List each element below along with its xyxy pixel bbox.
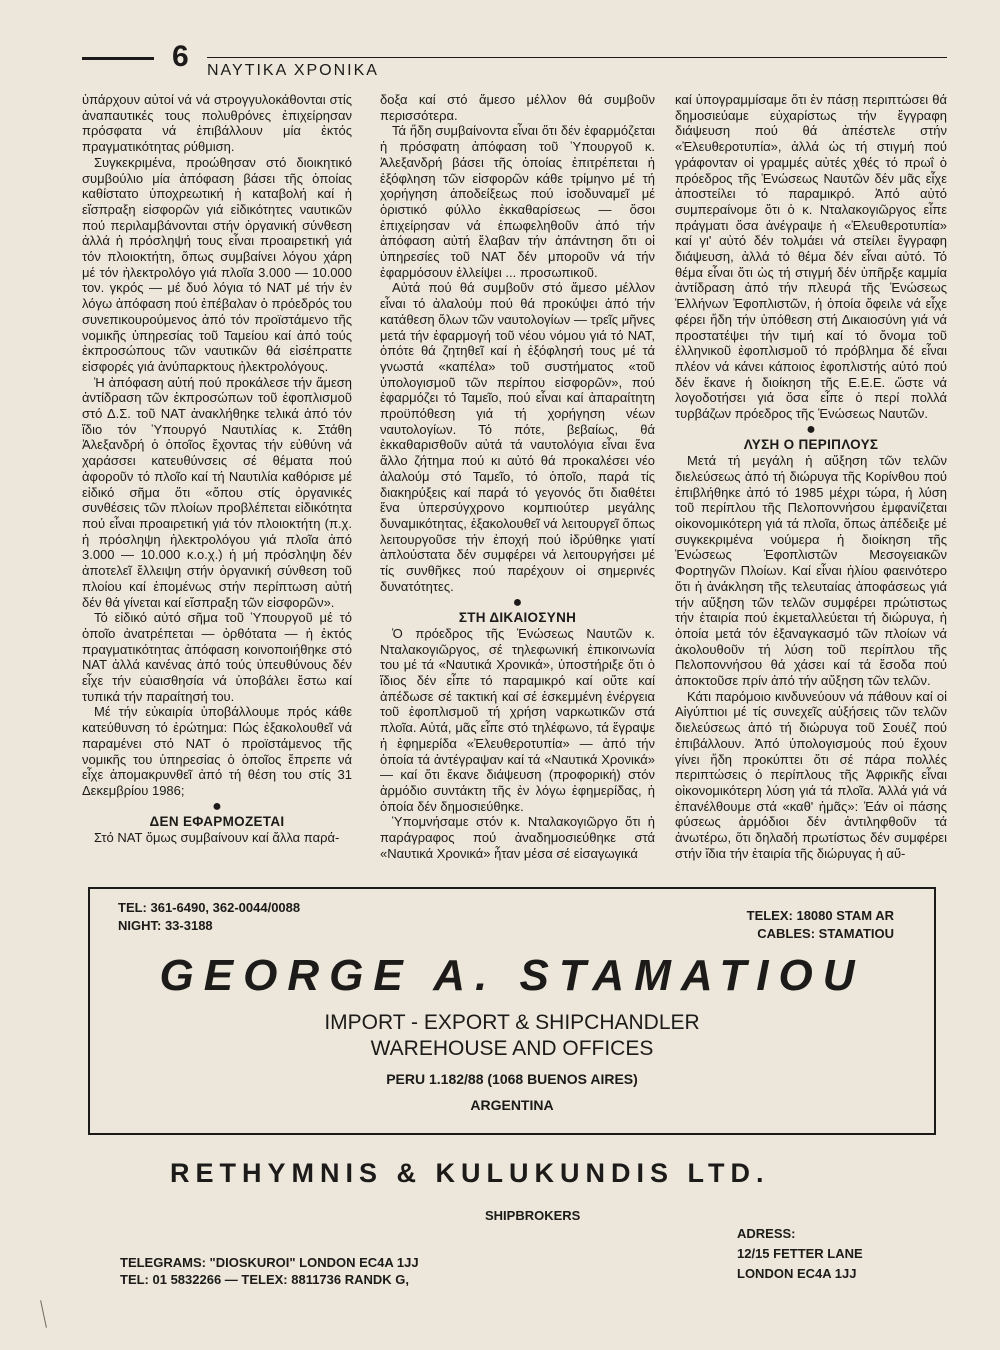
ad-telegrams: TELEGRAMS: "DIOSKUROI" LONDON EC4A 1JJ <box>120 1255 419 1270</box>
paragraph: Μέ τήν εὐκαιρία ὑποβάλλουμε πρός κάθε κατεύθυνση τό ἐρώτημα: Πώς ἐξακολουθεῖ νά παραμένει στό ΝΑΤ ὁ προϊστάμενος τῆς νομικῆς του ὑπηρεσίας ὁ ὁποῖος ἔπρεπε νά εἶχε ἀπομακρυνθεῖ ἀπό τή θέση του στίς 31 Δεκεμβρίου 1986; <box>82 704 352 798</box>
header-rule-left <box>82 57 154 60</box>
bullet-icon: ● <box>212 797 222 815</box>
article-column-1 <box>82 92 352 846</box>
advertisement-stamatiou <box>88 887 936 1135</box>
ad-warehouse: WAREHOUSE AND OFFICES <box>370 1037 654 1060</box>
ad-address-label: ADRESS: <box>737 1226 796 1241</box>
paper-scratch-mark <box>40 1300 47 1328</box>
paragraph: Τά ἤδη συμβαίνοντα εἶναι ὅτι δέν ἐφαρμόζεται ἡ πρόσφατη ἀπόφαση τοῦ Ὑπουργοῦ κ. Ἀλεξανδρή βάσει τῆς ὁποίας ἐπιτρέπεται ἡ ἐξόφληση τῶν εἰσφορῶν κάθε τρίμηνο μέ τή χορήγηση ἀποδείξεως πού ἰσοδυναμεῖ μέ ὁριστικό φύλλο ἐκκαθαρίσεως — ὅσοι ἐπιχείρησαν νά ἐπωφεληθοῦν ἀπό τήν ἀπόφαση αὐτή ἔλαβαν τήν ἀπάντηση ὅτι οἱ ὑπηρεσίες τοῦ ΝΑΤ δέν μποροῦν νά τήν ἐφαρμόσουν ἐλλείψει ... προσωπικοῦ. <box>380 123 655 280</box>
advertisement-rethymnis-name: RETHYMNIS & KULUKUNDIS LTD. <box>170 1158 770 1188</box>
publication-title: ΝΑΥΤΙΚΑ ΧΡΟΝΙΚΑ <box>207 62 379 79</box>
section-heading: ΔΕΝ ΕΦΑΡΜΟΖΕΤΑΙ <box>149 814 285 830</box>
paragraph: Ὑπομνήσαμε στόν κ. Νταλακογιῶργο ὅτι ἡ παράγραφος πού ἀναδημοσιεύθηκε στά «Ναυτικά Χρονικά» ἦταν μέσα σέ εἰσαγωγικά <box>380 814 655 861</box>
ad-country: ARGENTINA <box>470 1097 554 1113</box>
bullet-icon: ● <box>512 593 523 611</box>
paragraph: ὑπάρχουν αὐτοί νά νά στρογγυλοκάθονται στίς ἀναπαυτικές τους πολυθρόνες ἐπιχείρησαν πρόσφατα νά ἐπιβάλλουν μία ἐκτός πραγματικότητας ρύθμιση. <box>82 92 352 155</box>
ad-address-line: 12/15 FETTER LANE <box>737 1246 863 1261</box>
paragraph: Ὁ πρόεδρος τῆς Ἑνώσεως Ναυτῶν κ. Νταλακογιῶργος, σέ τηλεφωνική ἐπικοινωνία του μέ τά «Ναυτικά Χρονικά», ὑποστήριξε ὅτι ὁ ἴδιος δέν εἶπε τό παραμικρό καί οὔτε καί ἀπέδωσε σέ τακτική καί σέ ἐσκεμμένη ἐνέργεια τοῦ ἐφοπλισμοῦ τή χρήση ναρκωτικῶν στά πλοῖα. Αὐτά, μᾶς εἶπε στό τηλέφωνο, τά ἔγραψε ἡ ἐφημερίδα «Ἐλευθεροτυπία» — ἀπό τήν ὁποία τά ἀντέγραψαν καί τά «Ναυτικά Χρονικά» — καί ὅτι ἔκανε διάψευση (προφορική) στόν ἁρμόδιο συντάκτη τῆς ἐν λόγω ἐφημερίδας, ἡ ὁποία δέν δημοσιεύθηκε. <box>380 625 655 814</box>
paragraph: Αὐτά πού θά συμβοῦν στό ἄμεσο μέλλον εἶναι τό ἀλαλούμ πού θά προκύψει ἀπό τήν κατάθεση ὅλων τῶν ναυτολογίων — τρεῖς μῆνες μετά τήν ἐφαρμογή τοῦ νέου νόμου γιά τό ΝΑΤ, ὁπότε θά ζητηθεῖ καί ἡ ἐξόφλησή τους μέ τά γνωστά «καπέλα» τοῦ συστήματος «τοῦ ὑπολογισμοῦ τῶν περίπου εἰσφορῶν», πού ἐφαρμόζει τό Ταμεῖο, πού εἶναι καί ἀπαραίτητη προϋπόθεση γιά τή χορήγηση νέων ναυτολογίων. Τό πότε, βεβαίως, θά ἐκκαθαρισθοῦν αὐτά τά ναυτολόγια εἶναι ἕνα ἄλλο ζήτημα πού κι αὐτό θά προκαλέσει νέο ἀλαλούμ στό Ταμεῖο, τό ὁποῖο, παρά τίς διακηρύξεις καί παρά τό γεγονός ὅτι διαθέτει ἕνα ὑπερσύγχρονο κομπιούτερ μεγάλης δυναμικότητας, ἐξακολουθεῖ νά λειτουργεῖ ὅπως λειτουργοῦσε τήν ἐποχή πού ἱδρύθηκε γιατί ἁπλούστατα δέν συμφέρει νά λειτουργήσει μέ τίς συνθῆκες πού παρέχουν οἱ σημερινές δυνατότητες. <box>380 280 655 594</box>
ad-telex-block <box>747 907 894 943</box>
paragraph: Κάτι παρόμοιο κινδυνεύουν νά πάθουν καί οἱ Αἰγύπτιοι μέ τίς συνεχεῖς αὐξήσεις τῶν τελῶν διελεύσεως ἀπό τή διώρυγα τοῦ Σουέζ πού ἐπιβάλλουν. Ἀπό ὑπολογισμούς πού ἔχουν γίνει ἤδη προκύπτει ὅτι σέ πάρα πολλές περιπτώσεις ὁ περίπλους τῆς Ἀφρικῆς εἶναι οἰκονομικότερη λύση γιά τά πλοῖα. Ἀλλά γιά νά ἐπανέλθουμε στά «καθ' ἡμᾶς»: Ἐάν οἱ πάσης φύσεως ἁρμόδιοι δέν ἀντιληφθοῦν τά ἀνωτέρω, ὅτι δηλαδή πρωτίστως δέν συμφέρει στήν ἴδια τήν ἑταιρία τῆς διώρυγας ἡ αὔ- <box>675 688 947 861</box>
ad-services: IMPORT - EXPORT & SHIPCHANDLER <box>324 1011 700 1034</box>
paragraph: καί ὑπογραμμίσαμε ὅτι ἐν πάσῃ περιπτώσει θά δημοσιεύαμε εὐχαρίστως τήν ἔγγραφη διάψευση πού θά ἀπέστελε στήν «Ἐλευθεροτυπία», ἀλλά ὡς τή στιγμή πού γράφονταν οἱ γραμμές αὐτές χθές τό πρωΐ ὁ πρόεδρος τῆς Ἑνώσεως Ναυτῶν δέν μᾶς εἶχε ἀποστείλει τό παραμικρό. Ἀπό αὐτό συμπεραίνομε ὅτι ὁ κ. Νταλακογιῶργος εἶπε πράγματι ὅσα ἀνέγραψε ἡ «Ἐλευθεροτυπία» καί γι' αὐτό δέν τολμάει νά στείλει ἔγγραφη διάψευση, ἀλλά τό θέμα δέν εἶναι αὐτό. Τό θέμα εἶναι ὅτι ὡς τή στιγμή δέν ὑπῆρξε καμμία ἀντίδραση ἀπό τήν πλευρά τῆς Ἑνώσεως Ἑλλήνων Ἐφοπλιστῶν, ἡ ὁποία ὄφειλε νά εἶχε φέρει ἤδη τήν ὑπόθεση στή Δικαιοσύνη γιά νά προστατέψει τήν τιμή καί τό ὄνομα τοῦ ἑλληνικοῦ ἐφοπλισμοῦ τό πρόβλημα δέ εἶναι πλέον νά κάνει κάποιος ἐφοπλιστής αὐτό πού δέν ἔκανε ἡ διοίκηση τῆς Ε.Ε.Ε. ὥστε νά λογοδοτήσει γιά ὅσα εἶπε ὁ περί πολλά τυρβάζων πρόεδρος τῆς Ἑνώσεως Ναυτῶν. <box>675 92 947 422</box>
paragraph: Συγκεκριμένα, προώθησαν στό διοικητικό συμβούλιο μία ἀπόφαση βάσει τῆς ὁποίας καθίστατο ὑποχρεωτική ἡ καταβολή καί ἡ εἴσπραξη εἰσφορῶν γιά εἰδικότητες ναυτικῶν πού περιλαμβάνονται στήν ὀργανική σύνθεση ἀλλά ἡ πρόσληψή τους εἶναι προαιρετική γιά τόν πλοιοκτήτη, ὅπως συμβαίνει λόγου χάρη μέ τόν ἠλεκτρολόγο γιά πλοῖα 3.000 — 10.000 τον. γκρός — μέ δυό λόγια τό ΝΑΤ μέ τήν ἐν λόγω ἀπόφαση πού ἐπέβαλαν ὁ πρόεδρός του συνεπικουρούμενος ἀπό τόν προϊστάμενο τῆς νομικῆς ὑπηρεσίας τοῦ Ταμείου καί ἀπό τούς ἐκπροσώπους τῶν ναυτικῶν θά εἰσέπραττε εἰσφορές γιά ἀνύπαρκτους ἠλεκτρολόγους. <box>82 154 352 374</box>
ad-cables: CABLES: STAMATIOU <box>757 926 894 941</box>
ad-telex: TELEX: 18080 STAM AR <box>746 908 894 923</box>
article-column-3 <box>675 92 947 861</box>
advertisement-rethymnis-contacts <box>120 1254 419 1288</box>
article-column-2 <box>380 92 655 861</box>
ad-tel: TEL: 01 5832266 — TELEX: 8811736 RANDK G, <box>120 1272 410 1287</box>
paragraph: Τό εἰδικό αὐτό σῆμα τοῦ Ὑπουργοῦ μέ τό ὁποῖο ἀνατρέπεται — ὀρθότατα — ἡ ἐκτός πραγματικότητας ἀπόφαση κοινοποιήθηκε στό ΝΑΤ ἀλλά κανένας ἀπό τούς ὑπευθύνους δέν εἶχε τήν εὐαισθησία νά ὑποβάλει ἔστω καί τυπικά τήν παραίτησή του. <box>82 610 352 704</box>
page-number: 6 <box>172 40 189 73</box>
paragraph: Μετά τή μεγάλη ἡ αὔξηση τῶν τελῶν διελεύσεως ἀπό τή διώρυγα τῆς Κορίνθου πού ἐπιβλήθηκε ἀπό τό 1985 μέχρι τώρα, ἡ λύση τοῦ περίπλου τῆς Πελοποννήσου ἐμφανίζεται οἰκονομικότερη γιά τά πλοῖα, ὅπως ἀπέδειξε μέ συγκεκριμένα νούμερα ἡ διοίκηση τῆς Ἑνώσεως Ἐφοπλιστῶν Μεσογειακῶν Φορτηγῶν Πλοίων. Καί εἶναι ἡλίου φαεινότερο ὅτι ἡ ἀνάκληση τῆς τελευταίας ἀποφάσεως γιά τήν αὔξηση τῶν τελῶν συμφέρει πρώτιστως τήν ἑταιρία πού ἐκμεταλλεύεται τή διώρυγα, ἡ ὁποία μετά τόν ἐξαναγκασμό τῶν πλοίων νά ἀκολουθοῦν τή λύση τοῦ περίπλου τῆς Πελοποννήσου θά χάσει καί τά ἔσοδα πού ἀποκτοῦσε πρίν ἀπό τήν αὔξηση τῶν τελῶν. <box>675 453 947 689</box>
ad-address-line: LONDON EC4A 1JJ <box>737 1266 857 1281</box>
ad-address: PERU 1.182/88 (1068 BUENOS AIRES) <box>386 1071 638 1087</box>
paragraph: δοξα καί στό ἄμεσο μέλλον θά συμβοῦν περισσότερα. <box>380 92 655 123</box>
header-rule-right <box>207 57 947 58</box>
paragraph: Ἡ ἀπόφαση αὐτή πού προκάλεσε τήν ἄμεση ἀντίδραση τῶν ἐκπροσώπων τοῦ ἐφοπλισμοῦ στό Δ.Σ. τοῦ ΝΑΤ ἀνακλήθηκε τελικά ἀπό τόν ἴδιο τόν Ὑπουργό Ναυτιλίας κ. Στάθη Ἀλεξανδρή ὁ ὁποῖος ἔχοντας τήν εὐθύνη νά χαράσσει κατευθύνσεις σέ θέματα πού ἀφοροῦν τό πλοῖο καί τή Ναυτιλία καθόρισε μέ εἰδικό σῆμα ὅτι «ὅπου στίς ὀργανικές συνθέσεις τῶν πλοίων προβλέπεται εἰδικότητα πού εἶναι προαιρετική γιά τόν πλοιοκτήτη (π.χ. ἡ πρόσληψη ἠλεκτρολόγου γιά πλοῖα ἀπό 3.000 — 10.000 κ.ο.χ.) ἡ μή πρόσληψη δέν ἀποτελεῖ ἔλλειψη στήν ὀργανική σύνθεση τοῦ πλοίου καί ἑπομένως στήν περίπτωση αὐτή δέν θά γίνεται καί εἴσπραξη τῶν εἰσφορῶν». <box>82 374 352 610</box>
section-heading: ΣΤΗ ΔΙΚΑΙΟΣΥΝΗ <box>458 610 577 626</box>
advertisement-rethymnis-subtitle: SHIPBROKERS <box>485 1208 581 1223</box>
section-heading: ΛΥΣΗ Ο ΠΕΡΙΠΛΟΥΣ <box>743 437 879 453</box>
ad-company-name: GEORGE A. STAMATIOU <box>159 951 865 1000</box>
bullet-icon: ● <box>806 420 816 438</box>
ad-phone-block <box>118 899 300 935</box>
ad-night: NIGHT: 33-3188 <box>118 918 213 933</box>
paragraph: Στό ΝΑΤ ὅμως συμβαίνουν καί ἄλλα παρά- <box>94 830 340 846</box>
advertisement-rethymnis-address <box>737 1224 863 1284</box>
ad-tel: TEL: 361-6490, 362-0044/0088 <box>118 900 301 915</box>
